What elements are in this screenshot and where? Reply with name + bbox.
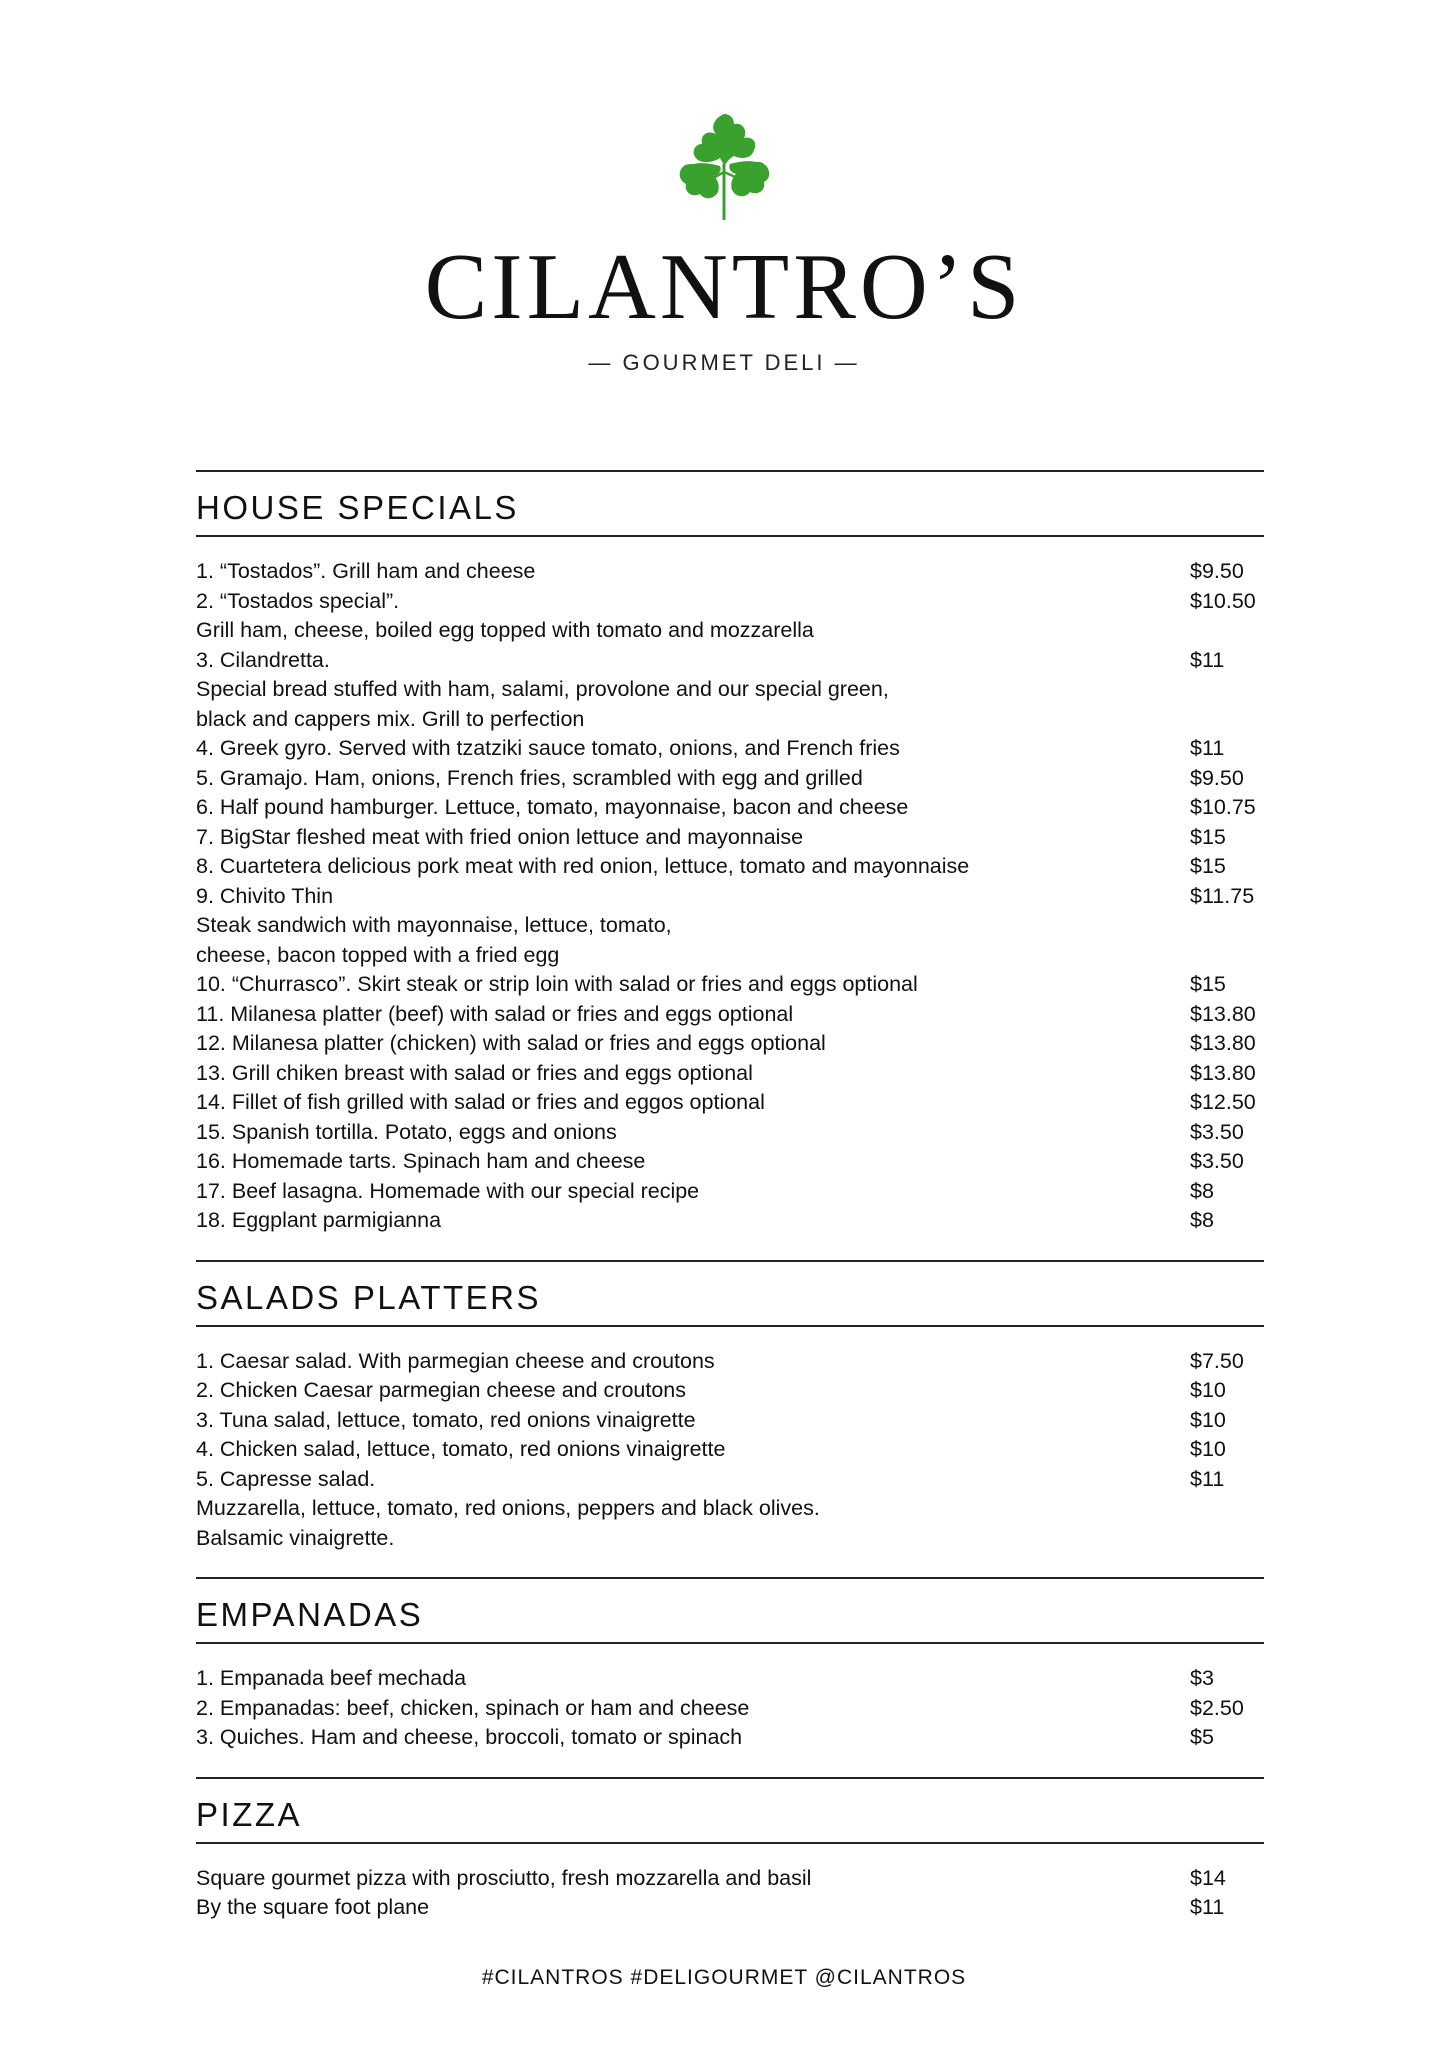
menu-item-name: 14. Fillet of fish grilled with salad or fries and eggos optional (196, 1090, 765, 1114)
menu-item-price: $8 (1190, 1178, 1214, 1203)
menu-item (196, 1000, 1264, 1030)
menu-item-price: $3.50 (1190, 1149, 1244, 1173)
menu-item-description: Grill ham, cheese, boiled egg topped with tomato and mozzarella (196, 618, 814, 642)
menu-item-name: 18. Eggplant parmigianna (196, 1208, 442, 1232)
menu-item-price: $13.80 (1190, 1060, 1256, 1085)
menu-item-price: $10.75 (1190, 795, 1256, 819)
menu-item-price: $11 (1190, 736, 1225, 760)
menu-item-list (196, 1844, 1264, 1947)
menu-item (196, 852, 1264, 882)
menu-item-price: $13.80 (1190, 1001, 1256, 1026)
section-title: SALADS PLATTERS (196, 1278, 541, 1316)
menu-item-name: 1. Caesar salad. With parmegian cheese and croutons (196, 1348, 715, 1373)
menu-item (196, 1206, 1264, 1236)
menu-item-price: $8 (1190, 1208, 1214, 1232)
footer-hashtags: #CILANTROS #DELIGOURMET @CILANTROS (481, 1966, 967, 1989)
menu-item-name: 17. Beef lasagna. Homemade with our special recipe (196, 1178, 700, 1203)
menu-item-price: $5 (1190, 1725, 1214, 1749)
menu-item-price: $3.50 (1190, 1119, 1244, 1144)
menu-item (196, 1347, 1264, 1377)
menu-item-description: Special bread stuffed with ham, salami, provolone and our special green, (196, 677, 889, 701)
menu-section (196, 1577, 1264, 1777)
menu-item-name: 16. Homemade tarts. Spinach ham and cheese (196, 1149, 646, 1173)
menu-item-name: 5. Capresse salad. (196, 1466, 376, 1491)
menu-item (196, 1435, 1264, 1465)
menu-item (196, 970, 1264, 1000)
menu-item (196, 1465, 1264, 1495)
menu-item (196, 1088, 1264, 1118)
menu-item (196, 823, 1264, 853)
menu-item (196, 1059, 1264, 1089)
menu-item (196, 587, 1264, 617)
menu-item (196, 793, 1264, 823)
menu-item-name: 5. Gramajo. Ham, onions, French fries, scrambled with egg and grilled (196, 765, 863, 790)
menu-item-price: $9.50 (1190, 765, 1244, 790)
cilantro-leaf-icon (664, 104, 784, 224)
menu-item-price: $15 (1190, 824, 1226, 849)
menu-item-price: $15 (1190, 972, 1226, 996)
menu-item-price: $11.75 (1190, 883, 1255, 908)
menu-item (196, 1864, 1264, 1894)
menu-content (196, 470, 1264, 1947)
menu-item-price: $7.50 (1190, 1348, 1244, 1373)
menu-item-name: 4. Chicken salad, lettuce, tomato, red onions vinaigrette (196, 1437, 726, 1461)
menu-item-price: $12.50 (1190, 1090, 1256, 1114)
menu-item (196, 1664, 1264, 1694)
menu-item (196, 764, 1264, 794)
section-title: PIZZA (196, 1795, 303, 1833)
menu-item-name: 2. “Tostados special”. (196, 588, 400, 613)
menu-item-description: Muzzarella, lettuce, tomato, red onions, peppers and black olives. (196, 1496, 820, 1520)
menu-item-name: 11. Milanesa platter (beef) with salad or fries and eggs optional (196, 1001, 794, 1026)
menu-item-price: $11 (1190, 647, 1225, 672)
menu-item-price: $3 (1190, 1666, 1214, 1690)
menu-item-name: 9. Chivito Thin (196, 883, 334, 908)
menu-item (196, 734, 1264, 764)
menu-item-name: 3. Cilandretta. (196, 647, 330, 672)
menu-section (196, 470, 1264, 1260)
menu-item-description: Steak sandwich with mayonnaise, lettuce, tomato, (196, 913, 672, 937)
menu-item (196, 1147, 1264, 1177)
menu-item-price: $10 (1190, 1407, 1226, 1432)
menu-section (196, 1260, 1264, 1578)
menu-item (196, 1177, 1264, 1207)
menu-item-list (196, 1644, 1264, 1777)
menu-item (196, 1723, 1264, 1753)
menu-item-name: 15. Spanish tortilla. Potato, eggs and onions (196, 1119, 617, 1144)
menu-item (196, 1893, 1264, 1923)
menu-item (196, 646, 1264, 676)
section-title: EMPANADAS (196, 1596, 424, 1633)
menu-item-description: Balsamic vinaigrette. (196, 1525, 395, 1550)
menu-item-name: 1. Empanada beef mechada (196, 1666, 467, 1690)
menu-item (196, 1029, 1264, 1059)
menu-item (196, 1694, 1264, 1724)
menu-section (196, 1777, 1264, 1947)
menu-item-name: 3. Quiches. Ham and cheese, broccoli, tomato or spinach (196, 1725, 743, 1749)
menu-item-name: 8. Cuartetera delicious pork meat with red onion, lettuce, tomato and mayonnaise (196, 854, 970, 878)
menu-item-list (196, 1327, 1264, 1578)
menu-item-name: 13. Grill chiken breast with salad or fries and eggs optional (196, 1060, 753, 1085)
menu-item-price: $10 (1190, 1378, 1226, 1402)
menu-item-name: By the square foot plane (196, 1895, 430, 1919)
section-title: HOUSE SPECIALS (196, 489, 519, 526)
menu-item-name: 1. “Tostados”. Grill ham and cheese (196, 559, 536, 583)
menu-item-price: $10.50 (1190, 588, 1256, 613)
menu-item-name: 6. Half pound hamburger. Lettuce, tomato, mayonnaise, bacon and cheese (196, 795, 909, 819)
menu-item-name: 4. Greek gyro. Served with tzatziki sauce tomato, onions, and French fries (196, 736, 900, 760)
menu-item-price: $13.80 (1190, 1031, 1256, 1055)
menu-item (196, 882, 1264, 912)
menu-item (196, 1376, 1264, 1406)
menu-item-name: 7. BigStar fleshed meat with fried onion lettuce and mayonnaise (196, 824, 804, 849)
menu-item-price: $10 (1190, 1437, 1226, 1461)
menu-item (196, 1118, 1264, 1148)
menu-item-description: cheese, bacon topped with a fried egg (196, 942, 560, 967)
menu-item-name: 3. Tuna salad, lettuce, tomato, red onions vinaigrette (196, 1407, 696, 1432)
menu-item (196, 557, 1264, 587)
menu-item-price: $14 (1190, 1865, 1226, 1890)
brand-name: CILANTRO’S (424, 235, 1024, 339)
menu-item-price: $9.50 (1190, 559, 1244, 583)
menu-item-price: $11 (1190, 1466, 1225, 1491)
brand-tagline: — GOURMET DELI — (588, 350, 860, 375)
menu-item-name: 10. “Churrasco”. Skirt steak or strip loin with salad or fries and eggs optional (196, 972, 918, 996)
menu-item (196, 1406, 1264, 1436)
menu-item-name: 2. Empanadas: beef, chicken, spinach or ham and cheese (196, 1695, 750, 1720)
menu-item-price: $2.50 (1190, 1695, 1244, 1720)
menu-item-name: 12. Milanesa platter (chicken) with salad or fries and eggs optional (196, 1031, 826, 1055)
menu-item-price: $11 (1190, 1895, 1225, 1919)
menu-item-price: $15 (1190, 854, 1226, 878)
menu-item-name: Square gourmet pizza with prosciutto, fresh mozzarella and basil (196, 1865, 812, 1890)
menu-item-description: black and cappers mix. Grill to perfection (196, 706, 585, 731)
menu-item-name: 2. Chicken Caesar parmegian cheese and croutons (196, 1378, 687, 1402)
menu-item-list (196, 537, 1264, 1260)
